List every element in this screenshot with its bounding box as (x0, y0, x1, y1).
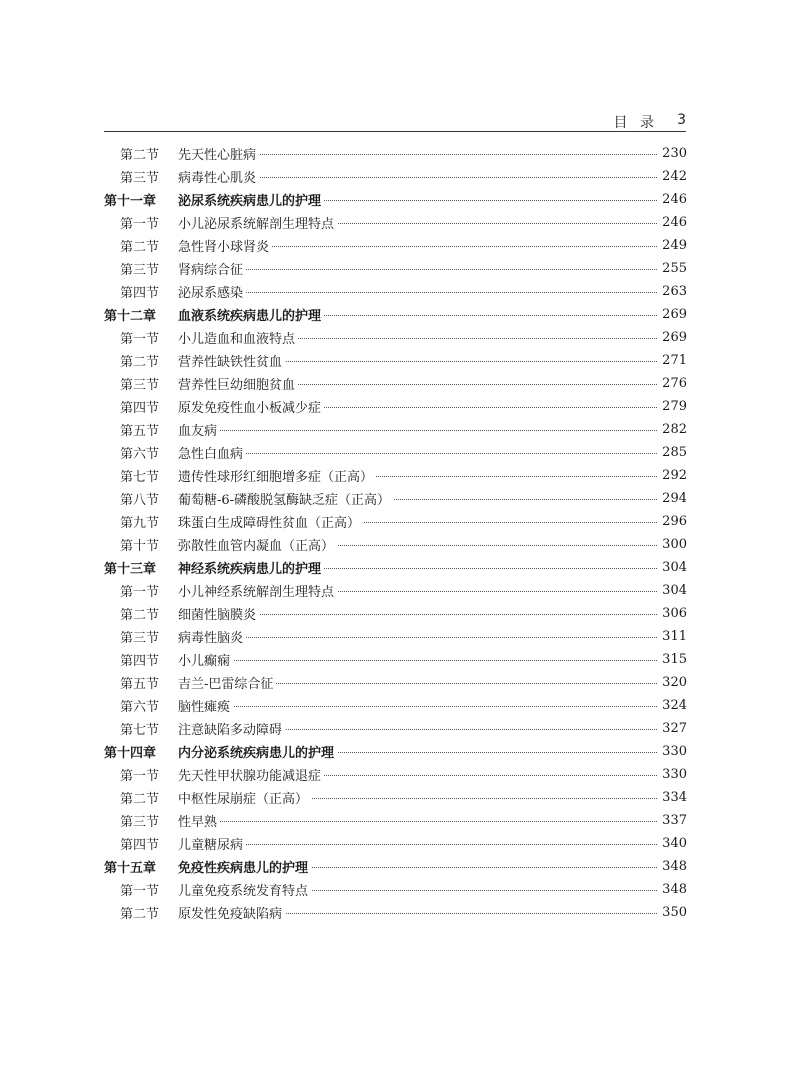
chapter-number: 第十二章 (104, 309, 157, 324)
chapter-title: 神经系统疾病患儿的护理 (178, 558, 324, 577)
chapter-title: 血液系统疾病患儿的护理 (178, 305, 324, 324)
toc-section-entry (0, 280, 791, 303)
page-number: 246 (658, 215, 687, 230)
toc-section-entry (0, 901, 791, 924)
toc-chapter-entry (0, 556, 791, 579)
section-number: 第二节 (120, 907, 160, 922)
section-number: 第二节 (120, 355, 160, 370)
section-title: 中枢性尿崩症（正高） (178, 788, 311, 807)
section-title: 营养性巨幼细胞贫血 (178, 374, 298, 393)
chapter-number: 第十三章 (104, 562, 157, 577)
section-number: 第四节 (120, 286, 160, 301)
toc-section-entry (0, 165, 791, 188)
chapter-number: 第十四章 (104, 746, 157, 761)
toc-section-entry (0, 694, 791, 717)
toc-section-entry (0, 786, 791, 809)
section-title: 弥散性血管内凝血（正高） (178, 535, 337, 554)
page-number: 334 (658, 790, 687, 805)
page-number: 282 (658, 422, 687, 437)
section-number: 第一节 (120, 332, 160, 347)
table-of-contents (0, 142, 791, 924)
section-title: 小儿神经系统解剖生理特点 (178, 581, 337, 600)
section-number: 第四节 (120, 401, 160, 416)
toc-section-entry (0, 579, 791, 602)
page-number: 230 (658, 146, 687, 161)
section-title: 吉兰-巴雷综合征 (178, 673, 276, 692)
chapter-title: 免疫性疾病患儿的护理 (178, 857, 311, 876)
toc-section-entry (0, 832, 791, 855)
page-number: 263 (658, 284, 687, 299)
header-page-number: 3 (677, 112, 686, 128)
page-number: 330 (658, 744, 687, 759)
toc-chapter-entry (0, 188, 791, 211)
section-title: 葡萄糖-6-磷酸脱氢酶缺乏症（正高） (178, 489, 393, 508)
toc-section-entry (0, 763, 791, 786)
section-number: 第五节 (120, 677, 160, 692)
page-number: 330 (658, 767, 687, 782)
section-title: 遗传性球形红细胞增多症（正高） (178, 466, 376, 485)
section-title: 注意缺陷多动障碍 (178, 719, 285, 738)
page-number: 296 (658, 514, 687, 529)
page-number: 337 (658, 813, 687, 828)
toc-section-entry (0, 602, 791, 625)
dot-leader (178, 637, 663, 638)
section-title: 病毒性脑炎 (178, 627, 246, 646)
page-number: 350 (658, 905, 687, 920)
section-number: 第一节 (120, 884, 160, 899)
toc-section-entry (0, 533, 791, 556)
section-title: 原发免疫性血小板减少症 (178, 397, 324, 416)
section-number: 第四节 (120, 654, 160, 669)
toc-section-entry (0, 510, 791, 533)
toc-section-entry (0, 625, 791, 648)
section-title: 小儿癫痫 (178, 650, 233, 669)
page-number: 271 (658, 353, 687, 368)
section-number: 第四节 (120, 838, 160, 853)
section-number: 第一节 (120, 769, 160, 784)
toc-section-entry (0, 395, 791, 418)
toc-section-entry (0, 464, 791, 487)
dot-leader (178, 821, 663, 822)
toc-section-entry (0, 349, 791, 372)
toc-section-entry (0, 372, 791, 395)
dot-leader (178, 269, 663, 270)
chapter-title: 泌尿系统疾病患儿的护理 (178, 190, 324, 209)
toc-section-entry (0, 441, 791, 464)
section-title: 性早熟 (178, 811, 220, 830)
header-title: 目 录 (613, 115, 658, 131)
section-title: 细菌性脑膜炎 (178, 604, 259, 623)
dot-leader (178, 430, 663, 431)
toc-section-entry (0, 211, 791, 234)
page-number: 292 (658, 468, 687, 483)
page-number: 324 (658, 698, 687, 713)
dot-leader (178, 453, 663, 454)
page-number: 311 (658, 629, 687, 644)
page-number: 276 (658, 376, 687, 391)
page-number: 269 (658, 307, 687, 322)
page-number: 315 (658, 652, 687, 667)
section-number: 第二节 (120, 148, 160, 163)
dot-leader (178, 660, 663, 661)
section-number: 第一节 (120, 585, 160, 600)
section-title: 脑性瘫痪 (178, 696, 233, 715)
toc-chapter-entry (0, 740, 791, 763)
section-title: 先天性心脏病 (178, 144, 259, 163)
page-number: 255 (658, 261, 687, 276)
section-number: 第九节 (120, 516, 160, 531)
toc-section-entry (0, 671, 791, 694)
section-title: 病毒性心肌炎 (178, 167, 259, 186)
section-number: 第二节 (120, 792, 160, 807)
toc-section-entry (0, 809, 791, 832)
section-title: 珠蛋白生成障碍性贫血（正高） (178, 512, 363, 531)
section-title: 小儿造血和血液特点 (178, 328, 298, 347)
page-number: 327 (658, 721, 687, 736)
dot-leader (178, 844, 663, 845)
page-number: 279 (658, 399, 687, 414)
section-title: 小儿泌尿系统解剖生理特点 (178, 213, 337, 232)
toc-section-entry (0, 878, 791, 901)
toc-section-entry (0, 234, 791, 257)
page-number: 320 (658, 675, 687, 690)
page-number: 294 (658, 491, 687, 506)
toc-section-entry (0, 142, 791, 165)
toc-section-entry (0, 257, 791, 280)
section-number: 第十节 (120, 539, 160, 554)
page-number: 242 (658, 169, 687, 184)
section-number: 第二节 (120, 608, 160, 623)
section-number: 第一节 (120, 217, 160, 232)
section-number: 第三节 (120, 378, 160, 393)
section-title: 儿童糖尿病 (178, 834, 246, 853)
chapter-number: 第十五章 (104, 861, 157, 876)
header-rule (104, 131, 686, 132)
toc-chapter-entry (0, 303, 791, 326)
page-number: 285 (658, 445, 687, 460)
section-title: 儿童免疫系统发育特点 (178, 880, 311, 899)
page-number: 306 (658, 606, 687, 621)
page-number: 340 (658, 836, 687, 851)
toc-chapter-entry (0, 855, 791, 878)
section-title: 先天性甲状腺功能减退症 (178, 765, 324, 784)
section-title: 血友病 (178, 420, 220, 439)
page-number: 348 (658, 859, 687, 874)
toc-section-entry (0, 418, 791, 441)
chapter-number: 第十一章 (104, 194, 157, 209)
section-number: 第七节 (120, 470, 160, 485)
section-number: 第六节 (120, 700, 160, 715)
section-number: 第六节 (120, 447, 160, 462)
dot-leader (178, 706, 663, 707)
page-number: 304 (658, 583, 687, 598)
section-title: 肾病综合征 (178, 259, 246, 278)
section-title: 急性肾小球肾炎 (178, 236, 272, 255)
running-header (104, 112, 686, 130)
section-title: 泌尿系感染 (178, 282, 246, 301)
section-number: 第五节 (120, 424, 160, 439)
section-title: 原发性免疫缺陷病 (178, 903, 285, 922)
page-number: 300 (658, 537, 687, 552)
toc-section-entry (0, 648, 791, 671)
page-number: 348 (658, 882, 687, 897)
section-number: 第三节 (120, 815, 160, 830)
toc-section-entry (0, 326, 791, 349)
chapter-title: 内分泌系统疾病患儿的护理 (178, 742, 337, 761)
section-number: 第二节 (120, 240, 160, 255)
section-number: 第三节 (120, 263, 160, 278)
page-number: 304 (658, 560, 687, 575)
section-title: 营养性缺铁性贫血 (178, 351, 285, 370)
dot-leader (178, 292, 663, 293)
section-number: 第三节 (120, 631, 160, 646)
section-number: 第三节 (120, 171, 160, 186)
page-number: 246 (658, 192, 687, 207)
page-number: 249 (658, 238, 687, 253)
toc-section-entry (0, 717, 791, 740)
section-number: 第八节 (120, 493, 160, 508)
toc-section-entry (0, 487, 791, 510)
section-title: 急性白血病 (178, 443, 246, 462)
page-number: 269 (658, 330, 687, 345)
section-number: 第七节 (120, 723, 160, 738)
